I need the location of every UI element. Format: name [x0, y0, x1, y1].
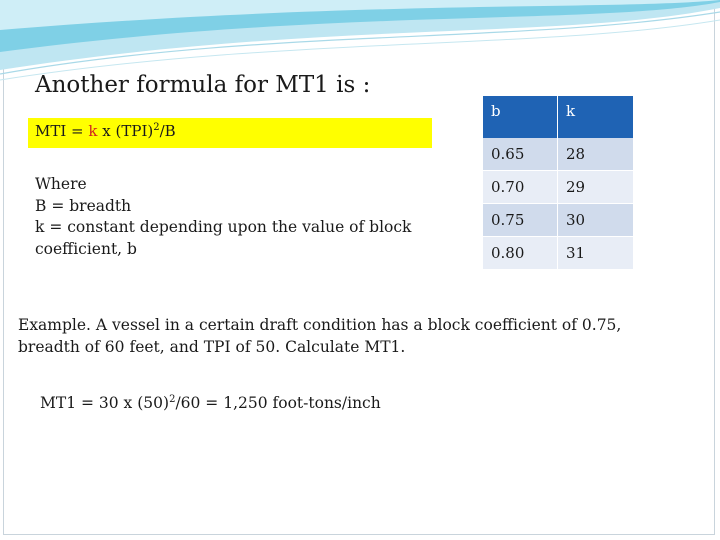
calc-suffix: /60 = 1,250 foot-tons/inch — [175, 394, 381, 412]
definition-line: k = constant depending upon the value of block — [35, 218, 412, 236]
formula-middle: x (TPI) — [97, 122, 154, 140]
table-row — [483, 138, 634, 171]
example-text — [18, 314, 658, 358]
table-row — [483, 237, 634, 270]
calc-prefix: MT1 = 30 x (50) — [40, 394, 170, 412]
table-cell-b: 0.70 — [483, 171, 558, 204]
b-k-table — [483, 96, 634, 270]
example-line: breadth of 60 feet, and TPI of 50. Calculate MT1. — [18, 338, 406, 356]
table-cell-b: 0.80 — [483, 237, 558, 270]
calculation-line — [40, 394, 381, 412]
table-cell-k: 28 — [558, 138, 634, 171]
formula-prefix: MTI = — [35, 122, 89, 140]
definitions-block — [35, 174, 435, 260]
calc-exponent: 2 — [169, 394, 176, 405]
table-header-b: b — [483, 96, 558, 138]
definition-line: Where — [35, 175, 87, 193]
table-cell-k: 30 — [558, 204, 634, 237]
table-cell-b: 0.65 — [483, 138, 558, 171]
table-cell-k: 29 — [558, 171, 634, 204]
formula-k: k — [88, 122, 98, 140]
example-line: Example. A vessel in a certain draft condition has a block coefficient of 0.75, — [18, 316, 622, 334]
table-cell-b: 0.75 — [483, 204, 558, 237]
definition-line: B = breadth — [35, 196, 132, 215]
table-header-row — [483, 96, 634, 138]
table-cell-k: 31 — [558, 237, 634, 270]
formula-exponent: 2 — [153, 122, 160, 133]
formula-suffix: /B — [159, 122, 176, 140]
formula-highlight — [28, 118, 432, 148]
slide-title: Another formula for MT1 is : — [35, 72, 371, 98]
table-row — [483, 171, 634, 204]
definition-line: coefficient, b — [35, 239, 137, 258]
table-row — [483, 204, 634, 237]
table-header-k: k — [558, 96, 634, 138]
